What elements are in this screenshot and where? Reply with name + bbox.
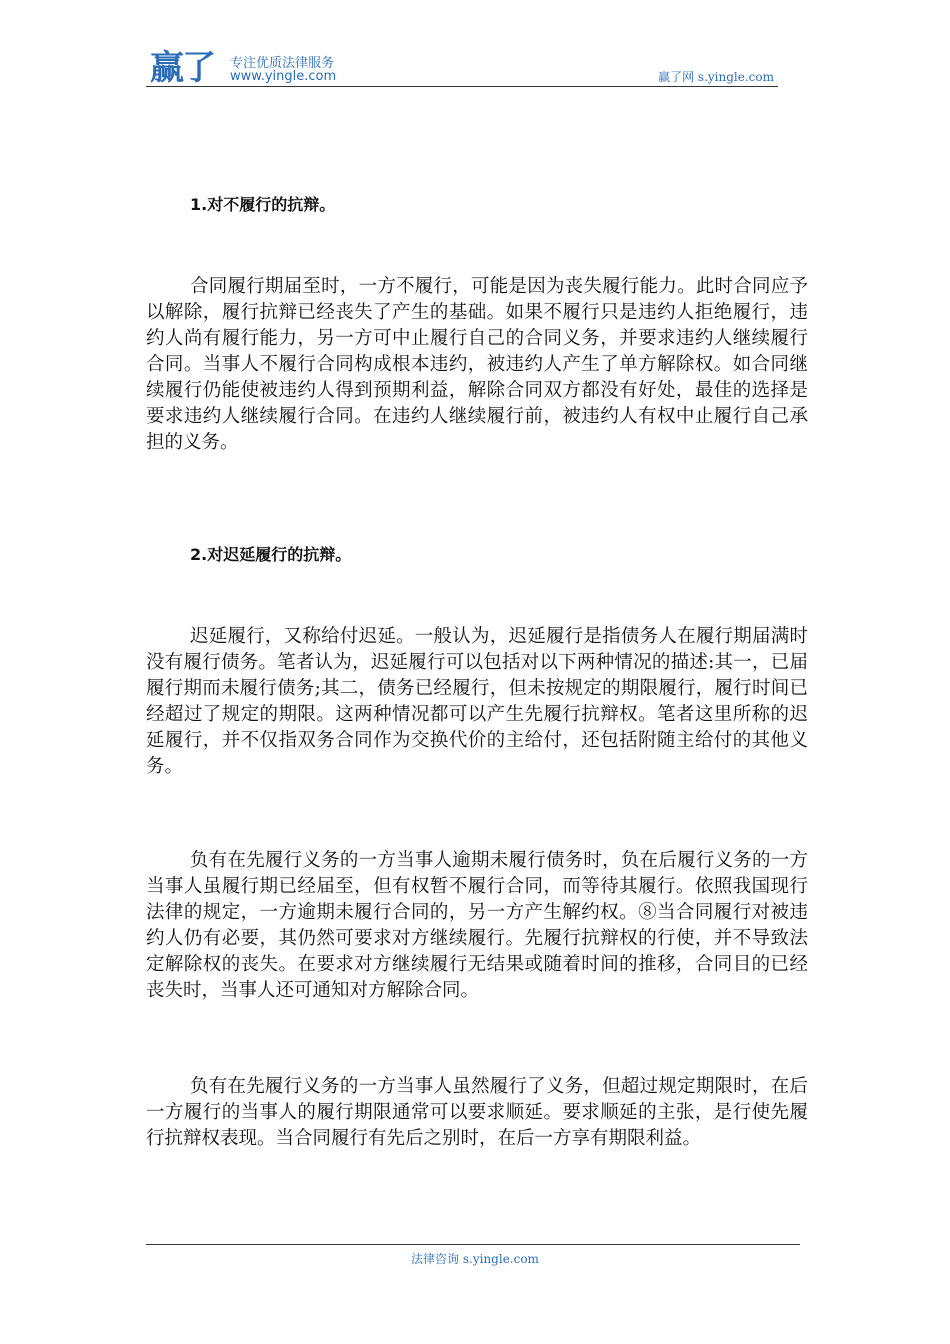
section-2-paragraph-1: 迟延履行，又称给付迟延。一般认为，迟延履行是指债务人在履行期届满时没有履行债务。笔者认为，迟延履行可以包括对以下两种情况的描述:其一，已届履行期而未履行债务;其二，债务已经履行，但未按规定的期限履行，履行时间已经超过了规定的期限。这两种情况都可以产生先履行抗辩权。笔者这里所称的迟延履行，并不仅指双务合同作为交换代价的主给付，还包括附随主给付的其他义务。 (146, 626, 808, 777)
page-header (146, 50, 778, 87)
header-site-url[interactable]: www.yingle.com (230, 69, 337, 84)
section-1-paragraph-1: 合同履行期届至时，一方不履行，可能是因为丧失履行能力。此时合同应予以解除，履行抗辩已经丧失了产生的基础。如果不履行只是违约人拒绝履行，违约人尚有履行能力，另一方可中止履行自己的合同义务，并要求违约人继续履行合同。当事人不履行合同构成根本违约，被违约人产生了单方解除权。如合同继续履行仍能使被违约人得到预期利益，解除合同双方都没有好处，最佳的选择是要求违约人继续履行合同。在违约人继续履行前，被违约人有权中止履行自己承担的义务。 (146, 276, 808, 453)
header-slogan: 专注优质法律服务 (230, 56, 335, 71)
footer-divider (146, 1244, 800, 1245)
section-1-heading: 1.对不履行的抗辩。 (190, 195, 336, 214)
footer-text[interactable]: 法律咨询 s.yingle.com (411, 1252, 539, 1266)
yingle-logo: 赢了 (150, 48, 214, 88)
section-2-heading: 2.对迟延履行的抗辩。 (190, 545, 352, 564)
header-right-link[interactable]: 赢了网 s.yingle.com (658, 70, 774, 84)
section-2-paragraph-2: 负有在先履行义务的一方当事人逾期未履行债务时，负在后履行义务的一方当事人虽履行期已经届至，但有权暂不履行合同，而等待其履行。依照我国现行法律的规定，一方逾期未履行合同的，另一方产生解约权。⑧当合同履行对被违约人仍有必要，其仍然可要求对方继续履行。先履行抗辩权的行使，并不导致法定解除权的丧失。在要求对方继续履行无结果或随着时间的推移，合同目的已经丧失时，当事人还可通知对方解除合同。 (146, 850, 808, 1001)
section-2-paragraph-3: 负有在先履行义务的一方当事人虽然履行了义务，但超过规定期限时，在后一方履行的当事人的履行期限通常可以要求顺延。要求顺延的主张，是行使先履行抗辩权表现。当合同履行有先后之别时，在后一方享有期限利益。 (146, 1076, 808, 1149)
